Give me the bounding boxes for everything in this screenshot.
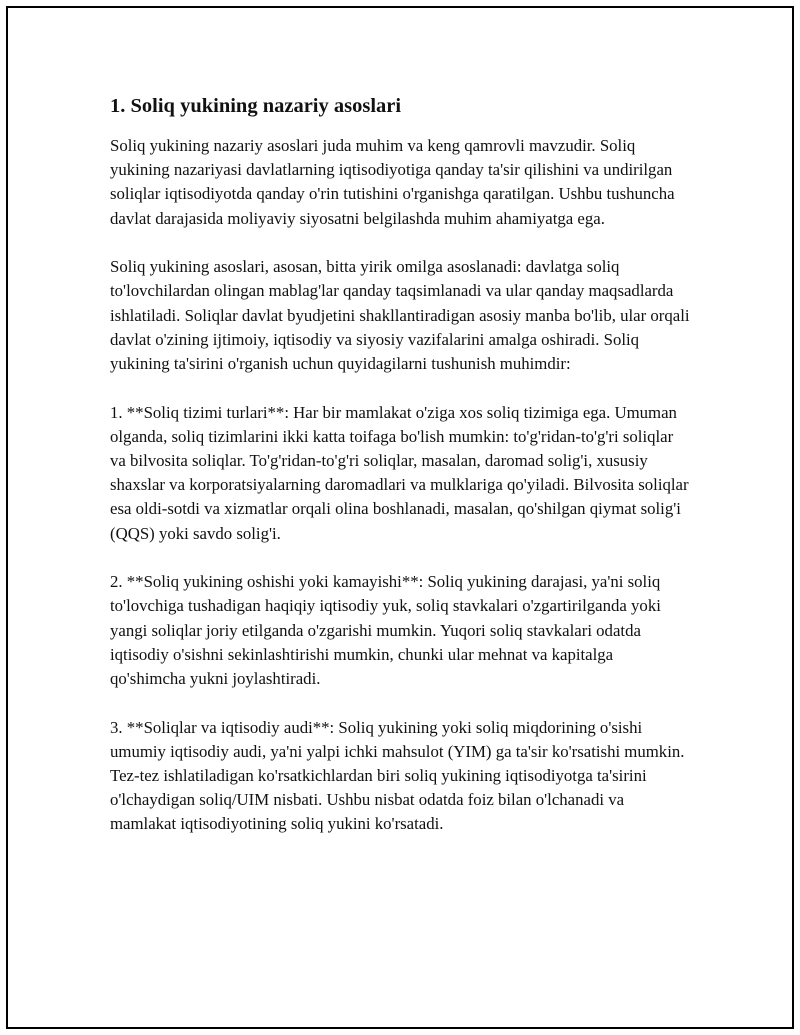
paragraph-foundations: Soliq yukining asoslari, asosan, bitta yirik omilga asoslanadi: davlatga soliq to'lovchilardan olingan mablag'lar qanday taqsimlanadi va ular qanday maqsadlarda ishlatiladi. Soliqlar davlat byudjetini shakllantiradigan asosiy manba bo'lib, ular orqali davlat o'zining ijtimoiy, iqtisodiy va siyosiy vazifalarini amalga oshiradi. Soliq yukining ta'sirini o'rganish uchun quyidagilarni tushunish muhimdir: xyxy=(110,257,690,374)
paragraph-intro: Soliq yukining nazariy asoslari juda muhim va keng qamrovli mavzudir. Soliq yukining nazariyasi davlatlarning iqtisodiyotiga qanday ta'sir qilishini va undirilgan soliqlar iqtisodiyotda qanday o'rin tutishini o'rganishga qaratilgan. Ushbu tushuncha davlat darajasida moliyaviy siyosatni belgilashda muhim ahamiyatga ega. xyxy=(110,136,675,228)
document-body xyxy=(110,92,690,861)
document-title: 1. Soliq yukining nazariy asoslari xyxy=(110,95,402,117)
paragraph-item-1: 1. **Soliq tizimi turlari**: Har bir mamlakat o'ziga xos soliq tizimiga ega. Umuman olganda, soliq tizimlarini ikki katta toifaga bo'lish mumkin: to'g'ridan-to'g'ri soliqlar va bilvosita soliqlar. To'g'ridan-to'g'ri soliqlar, masalan, daromad solig'i, xususiy shaxslar va korporatsiyalarning daromadlari va mulklariga qo'yiladi. Bilvosita soliqlar esa oldi-sotdi va xizmatlar orqali olina boshlanadi, masalan, qo'shilgan qiymat solig'i (QQS) yoki savdo solig'i. xyxy=(110,402,689,543)
paragraph-item-2: 2. **Soliq yukining oshishi yoki kamayishi**: Soliq yukining darajasi, ya'ni soliq to'lovchiga tushadigan haqiqiy iqtisodiy yuk, soliq stavkalari o'zgartirilganda yoki yangi soliqlar joriy etilganda o'zgarishi mumkin. Yuqori soliq stavkalari odatda iqtisodiy o'sishni sekinlashtirishi mumkin, chunki ular mehnat va kapitalga qo'shimcha yukni joylashtiradi. xyxy=(110,572,661,689)
paragraph-item-3: 3. **Soliqlar va iqtisodiy audi**: Soliq yukining yoki soliq miqdorining o'sishi umumiy iqtisodiy audi, ya'ni yalpi ichki mahsulot (YIM) ga ta'sir ko'rsatishi mumkin. Tez-tez ishlatiladigan ko'rsatkichlardan biri soliq yukining iqtisodiyotga ta'sirini o'lchaydigan soliq/UIM nisbati. Ushbu nisbat odatda foiz bilan o'lchanadi va mamlakat iqtisodiyotining soliq yukini ko'rsatadi. xyxy=(110,717,685,834)
